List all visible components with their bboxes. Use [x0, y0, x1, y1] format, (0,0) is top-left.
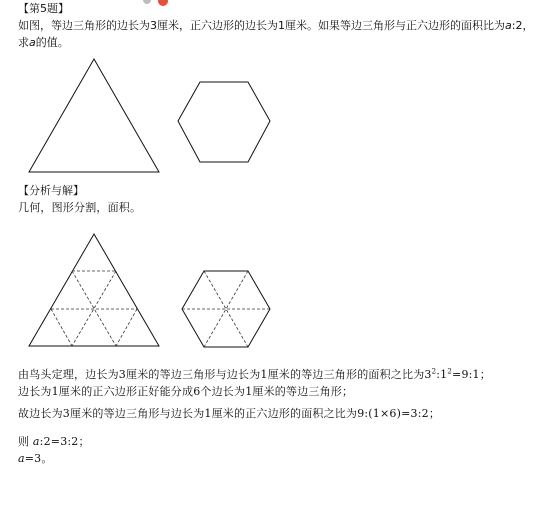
math-separator: : [436, 368, 441, 381]
hexagon-diagonals [182, 271, 270, 347]
math-equation: :2=3:2； [39, 435, 90, 448]
problem-text-prefix: 求 [18, 36, 29, 49]
problem-text-suffix: 的值。 [35, 36, 69, 49]
problem-text: 如图，等边三角形的边长为3厘米，正六边形的边长为1厘米。如果等边三角形与正六边形的面积比为 [18, 19, 505, 32]
solution-line4 [18, 435, 90, 449]
math-base: 1 [440, 368, 448, 381]
var-a: a [505, 19, 512, 32]
solution-line1 [18, 368, 491, 382]
analysis-title: 【分析与解】 [18, 184, 84, 197]
var-a: a [29, 36, 36, 49]
math-ratio: 9:(1×6)=3:2； [357, 407, 441, 420]
ratio-tail: :2， [511, 19, 534, 32]
solution-line2: 边长为1厘米的正六边形正好能分成6个边长为1厘米的等边三角形； [18, 385, 354, 398]
divided-triangle [29, 234, 159, 346]
divided-hexagon [182, 271, 270, 347]
math-exponent: 2 [431, 367, 437, 376]
var-a: a [18, 452, 25, 465]
problem-title: 【第5题】 [18, 2, 69, 15]
solution-line3-text: 故边长为3厘米的等边三角形与边长为1厘米的正六边形的面积之比为 [18, 407, 358, 420]
triangle-grid-lines [51, 271, 137, 346]
math-result: =9:1； [452, 368, 491, 381]
var-a: a [32, 435, 40, 448]
solution-line1-text: 由鸟头定理，边长为3厘米的等边三角形与边长为1厘米的等边三角形的面积之比为 [18, 368, 425, 381]
solution-line3 [18, 407, 440, 421]
math-answer: =3。 [24, 452, 53, 465]
math-exponent: 2 [447, 367, 453, 376]
math-base: 3 [424, 368, 432, 381]
analysis-keywords: 几何，图形分割，面积。 [18, 201, 142, 214]
solution-line4-prefix: 则 [18, 435, 30, 448]
solution-line5 [18, 452, 53, 466]
